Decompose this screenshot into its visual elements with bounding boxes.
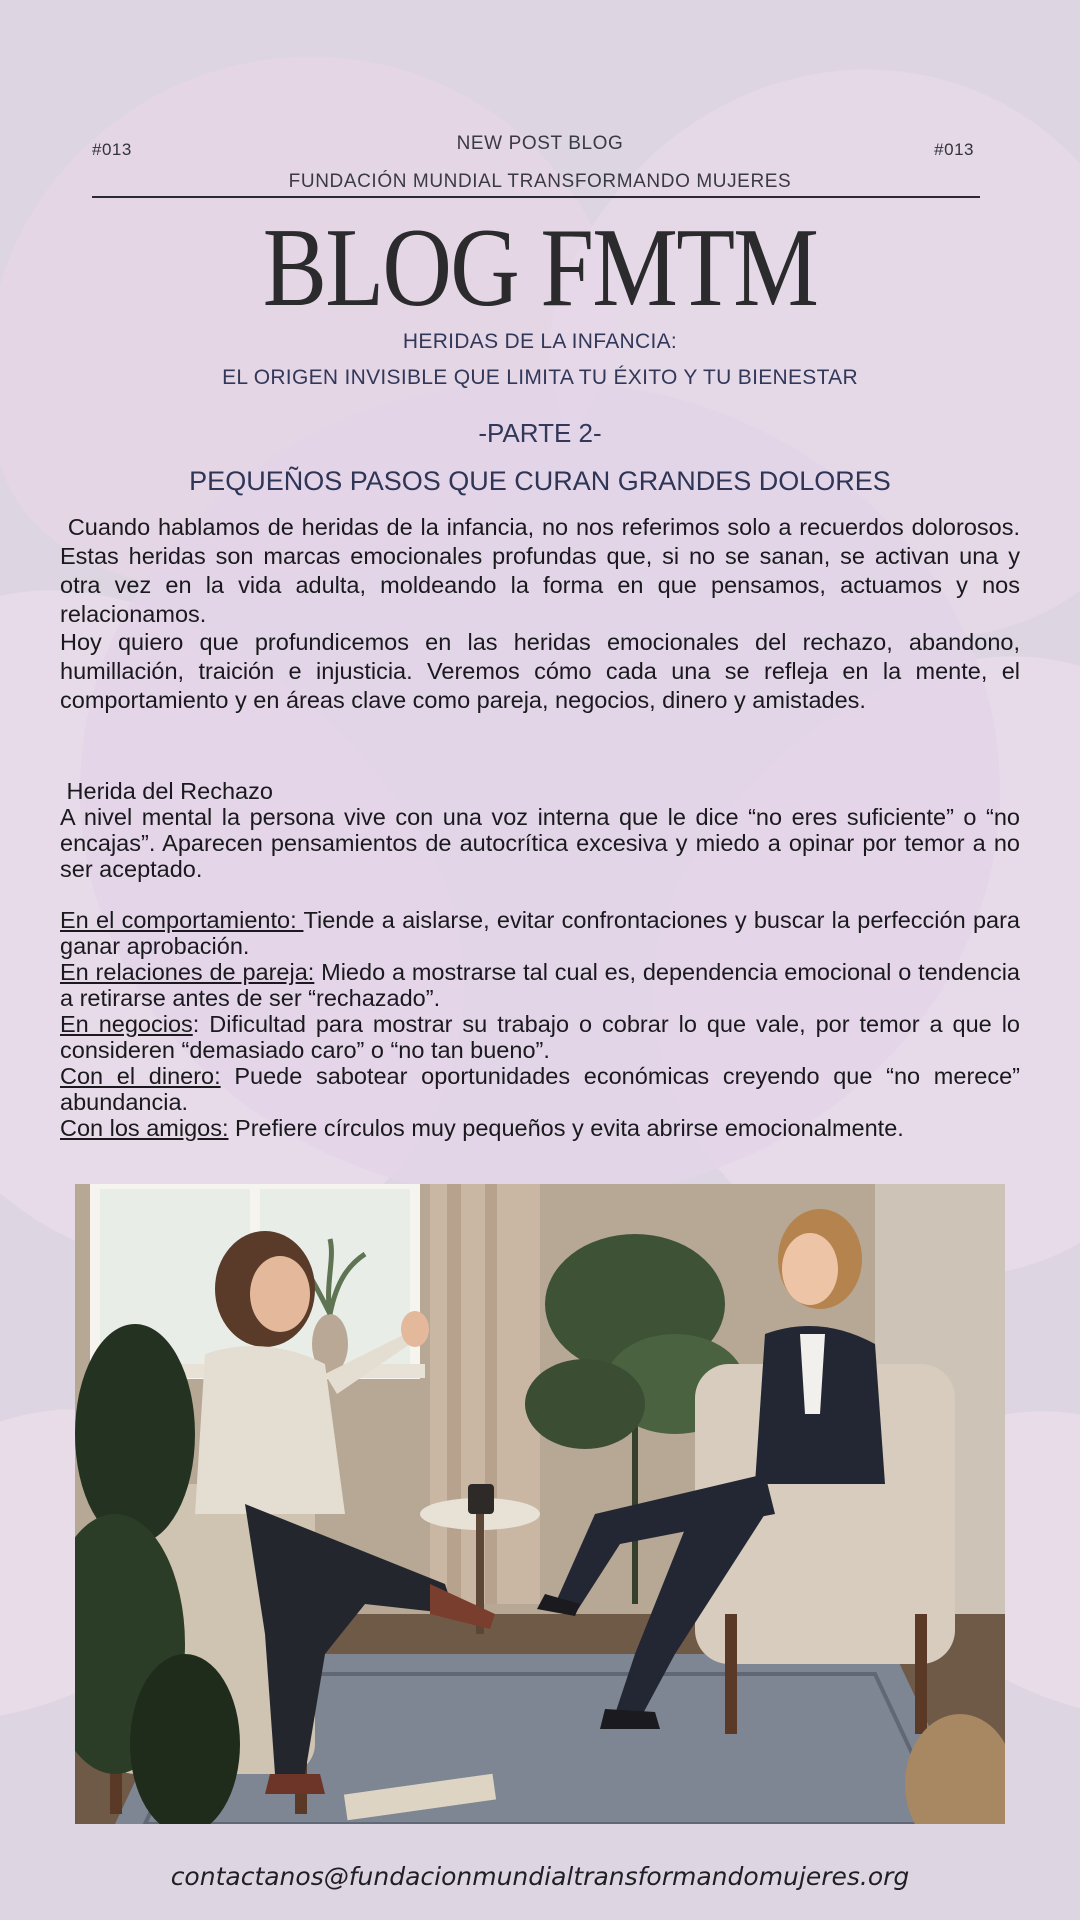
detail-item bbox=[60, 1115, 1020, 1141]
rechazo-mental-text: A nivel mental la persona vive con una voz interna que le dice “no eres suficiente” o “no encajas”. Aparecen pensamientos de autocrítica excesiva y miedo a opinar por temor a no ser aceptado. bbox=[60, 804, 1020, 882]
rechazo-heading-text: Herida del Rechazo bbox=[60, 778, 273, 804]
part-label: -PARTE 2- bbox=[478, 418, 602, 448]
detail-label: En relaciones de pareja: bbox=[60, 959, 315, 985]
subtitle-line-1: HERIDAS DE LA INFANCIA: bbox=[402, 330, 678, 353]
contact-email[interactable]: contactanos@fundacionmundialtransformandomujeres.org bbox=[170, 1862, 910, 1891]
header-divider bbox=[92, 196, 980, 198]
detail-label: En negocios bbox=[60, 1011, 193, 1037]
blog-title: BLOG FMTM bbox=[262, 206, 818, 330]
detail-text: Miedo a mostrarse tal cual es, dependencia emocional o tendencia a retirarse antes de ser “rechazado”. bbox=[60, 959, 1020, 1011]
intro-paragraph-2-text: Hoy quiero que profundicemos en las heridas emocionales del rechazo, abandono, humillación, traición e injusticia. Veremos cómo cada una se refleja en la mente, el comportamiento y en áreas clave como pareja, negocios, dinero y amistades. bbox=[60, 629, 1020, 713]
detail-label: Con los amigos: bbox=[60, 1115, 229, 1141]
detail-text: Tiende a aislarse, evitar confrontaciones y buscar la perfección para ganar aprobación. bbox=[60, 907, 1020, 959]
rechazo-heading bbox=[60, 778, 1020, 804]
therapy-session-photo bbox=[75, 1184, 1005, 1824]
detail-text: Prefiere círculos muy pequeños y evita abrirse emocionalmente. bbox=[228, 1115, 904, 1141]
detail-item bbox=[60, 959, 1020, 1011]
detail-text: : Dificultad para mostrar su trabajo o cobrar lo que vale, por temor a que lo consideren “demasiado caro” o “no tan bueno”. bbox=[60, 1011, 1020, 1063]
detail-label: Con el dinero: bbox=[60, 1063, 221, 1089]
intro-paragraph-1 bbox=[60, 513, 1027, 629]
intro-paragraph-1-text: Cuando hablamos de heridas de la infancia, no nos referimos solo a recuerdos dolorosos. Estas heridas son marcas emocionales profundas que, si no se sanan, se activan una y otra vez en la vida adulta, moldeando la forma en que pensamos, actuamos y nos relacionamos. bbox=[60, 514, 1027, 627]
photo-illustration bbox=[75, 1184, 1005, 1824]
new-post-label: NEW POST BLOG bbox=[456, 133, 624, 154]
subtitle-line-2: EL ORIGEN INVISIBLE QUE LIMITA TU ÉXITO Y TU BIENESTAR bbox=[222, 366, 858, 389]
rechazo-details bbox=[60, 907, 1020, 1141]
intro-paragraph-2 bbox=[60, 628, 1020, 715]
detail-item bbox=[60, 1011, 1020, 1063]
post-number-right: #013 bbox=[934, 140, 974, 159]
detail-label: En el comportamiento: bbox=[60, 907, 304, 933]
section-title: PEQUEÑOS PASOS QUE CURAN GRANDES DOLORES bbox=[189, 466, 891, 496]
detail-text: Puede sabotear oportunidades económicas creyendo que “no merece” abundancia. bbox=[60, 1063, 1020, 1115]
detail-item bbox=[60, 1063, 1020, 1115]
post-number-left: #013 bbox=[92, 140, 132, 159]
rechazo-mental bbox=[60, 804, 1020, 882]
detail-item bbox=[60, 907, 1020, 959]
foundation-name: FUNDACIÓN MUNDIAL TRANSFORMANDO MUJERES bbox=[288, 171, 792, 192]
